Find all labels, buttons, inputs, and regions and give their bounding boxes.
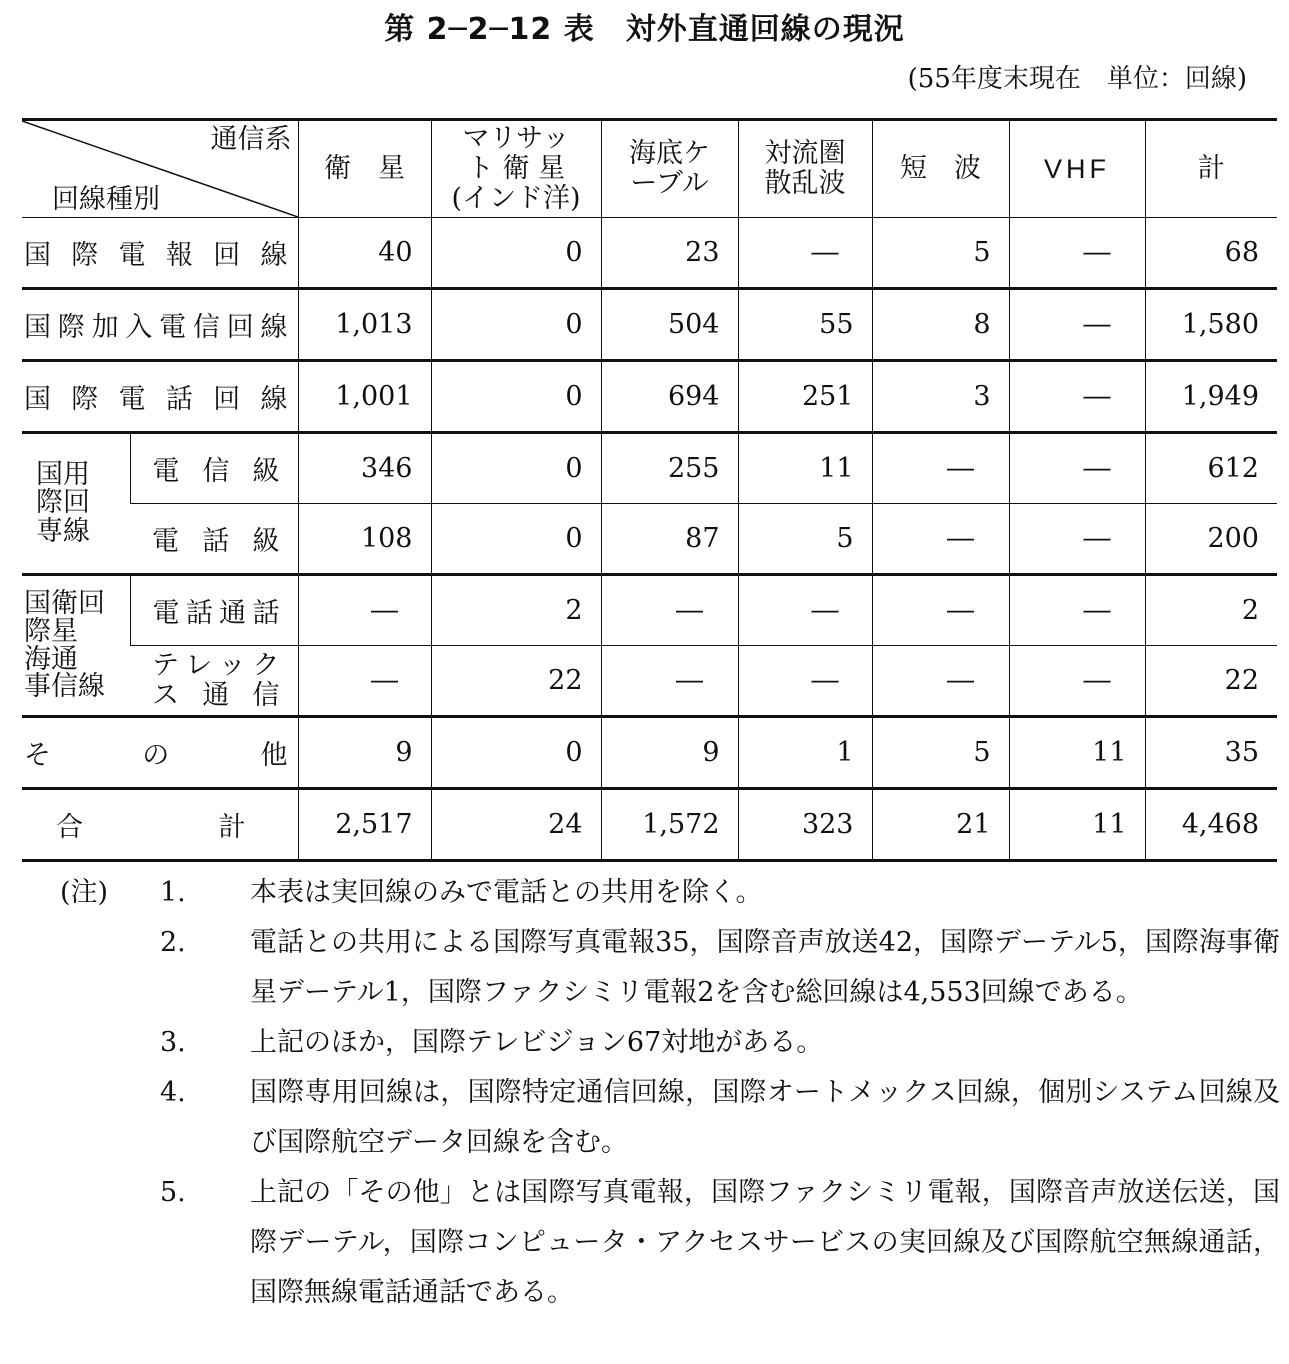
table-row <box>22 717 1277 789</box>
table-row <box>22 433 1277 504</box>
cell: ― <box>1083 595 1111 626</box>
row-label: 国際電話回線 <box>22 361 298 433</box>
note-text: 電話との共用による国際写真電報35，国際音声放送42，国際デーテル5，国際海事衛星デーテル1，国際ファクシミリ電報2を含む総回線は4,553回線である。 <box>250 927 1280 1008</box>
table-row <box>22 289 1277 361</box>
cell: 40 <box>298 218 431 289</box>
note-item <box>60 1068 1280 1168</box>
cell: 0 <box>431 717 601 789</box>
cell: ― <box>811 595 839 626</box>
note-item <box>60 1018 1280 1068</box>
note-number: 1. <box>160 877 186 908</box>
table-row <box>22 361 1277 433</box>
cell: 5 <box>872 218 1009 289</box>
note-item <box>60 1168 1280 1318</box>
cell: 3 <box>872 361 1009 433</box>
note-text: 上記のほか，国際テレビジョン67対地がある。 <box>250 1027 824 1058</box>
row-label: 国際加入電信回線 <box>22 289 298 361</box>
cell: 504 <box>601 289 738 361</box>
corner-top-label: 通信系 <box>210 124 292 155</box>
cell: ― <box>1083 309 1111 340</box>
cell: 87 <box>601 504 738 575</box>
cell: 4,468 <box>1145 789 1277 861</box>
circuit-table <box>22 118 1277 862</box>
row-label: 電話通話 <box>130 575 298 646</box>
cell: 11 <box>1009 717 1145 789</box>
table-title: 第 2─2─12 表 対外直通回線の現況 <box>384 12 905 47</box>
cell: 0 <box>431 289 601 361</box>
notes-lead: (注) <box>60 877 109 908</box>
cell: 5 <box>872 717 1009 789</box>
row-label: テレック ス 通 信 <box>130 646 298 717</box>
note-text: 国際専用回線は，国際特定通信回線，国際オートメックス回線，個別システム回線及び国際航空データ回線を含む。 <box>250 1077 1280 1158</box>
note-text: 本表は実回線のみで電話との共用を除く。 <box>250 877 763 908</box>
col-header-marisat: マリサッ ト 衛 星 (インド洋) <box>431 120 601 218</box>
row-label: そ の 他 <box>22 717 298 789</box>
cell: 1,572 <box>601 789 738 861</box>
cell: ― <box>1083 453 1111 484</box>
note-number: 5. <box>160 1177 186 1208</box>
cell: ― <box>811 665 839 696</box>
note-item <box>60 868 1280 918</box>
cell: 2 <box>431 575 601 646</box>
cell: 200 <box>1145 504 1277 575</box>
cell: 612 <box>1145 433 1277 504</box>
notes <box>60 868 1280 1318</box>
cell: ― <box>947 595 974 626</box>
table-row <box>22 646 1277 717</box>
cell: 0 <box>431 433 601 504</box>
col-header-satellite: 衛 星 <box>298 120 431 218</box>
cell: ― <box>676 595 703 626</box>
cell: 5 <box>738 504 872 575</box>
cell: 2,517 <box>298 789 431 861</box>
row-label: 電信級 <box>130 433 298 504</box>
note-number: 4. <box>160 1077 186 1108</box>
cell: 35 <box>1145 717 1277 789</box>
row-label: 電話級 <box>130 504 298 575</box>
cell: ― <box>1083 381 1111 412</box>
cell: ― <box>1083 665 1111 696</box>
header-corner <box>22 120 298 218</box>
col-header-total: 計 <box>1145 120 1277 218</box>
header-row <box>22 120 1277 218</box>
cell: 22 <box>1145 646 1277 717</box>
cell: 9 <box>298 717 431 789</box>
cell: 251 <box>738 361 872 433</box>
col-header-vhf: VHF <box>1009 120 1145 218</box>
cell: ― <box>1083 237 1111 268</box>
cell: 24 <box>431 789 601 861</box>
note-number: 3. <box>160 1027 186 1058</box>
cell: 108 <box>298 504 431 575</box>
cell: ― <box>947 523 974 554</box>
cell: 0 <box>431 218 601 289</box>
cell: 2 <box>1145 575 1277 646</box>
total-row <box>22 789 1277 861</box>
unit-note: (55年度末現在 単位：回線) <box>907 64 1247 94</box>
group-label-leased: 国用 際回 専線 <box>22 433 130 575</box>
cell: 55 <box>738 289 872 361</box>
col-header-troposcatter: 対流圏 散乱波 <box>738 120 872 218</box>
cell: 694 <box>601 361 738 433</box>
cell: 8 <box>872 289 1009 361</box>
cell: 1,949 <box>1145 361 1277 433</box>
cell: ― <box>371 665 398 696</box>
cell: 255 <box>601 433 738 504</box>
group-label-maritime-satellite: 国衛回 際星 海通 事信線 <box>22 575 130 717</box>
table-row <box>22 218 1277 289</box>
note-item <box>60 918 1280 1018</box>
cell: ― <box>371 595 398 626</box>
cell: 9 <box>601 717 738 789</box>
col-header-shortwave: 短 波 <box>872 120 1009 218</box>
table-row <box>22 575 1277 646</box>
corner-bottom-label: 回線種別 <box>52 183 160 215</box>
cell: 68 <box>1145 218 1277 289</box>
note-text: 上記の「その他」とは国際写真電報，国際ファクシミリ電報，国際音声放送伝送，国際デーテル，国際コンピュータ・アクセスサービスの実回線及び国際航空無線通話，国際無線電話通話である。 <box>250 1177 1280 1308</box>
cell: ― <box>947 453 974 484</box>
cell: 1,013 <box>298 289 431 361</box>
cell: 23 <box>601 218 738 289</box>
cell: ― <box>1083 523 1111 554</box>
cell: 323 <box>738 789 872 861</box>
cell: 1,580 <box>1145 289 1277 361</box>
cell: ― <box>947 665 974 696</box>
cell: 1 <box>738 717 872 789</box>
cell: 22 <box>431 646 601 717</box>
cell: 11 <box>738 433 872 504</box>
cell: 1,001 <box>298 361 431 433</box>
cell: 21 <box>872 789 1009 861</box>
cell: 11 <box>1009 789 1145 861</box>
row-label: 国際電報回線 <box>22 218 298 289</box>
row-label: 合 計 <box>22 789 298 861</box>
col-header-submarine-cable: 海底ケ ーブル <box>601 120 738 218</box>
cell: 0 <box>431 361 601 433</box>
cell: 346 <box>298 433 431 504</box>
cell: 0 <box>431 504 601 575</box>
cell: ― <box>676 665 703 696</box>
note-number: 2. <box>160 927 186 958</box>
table-row <box>22 504 1277 575</box>
cell: ― <box>811 237 839 268</box>
